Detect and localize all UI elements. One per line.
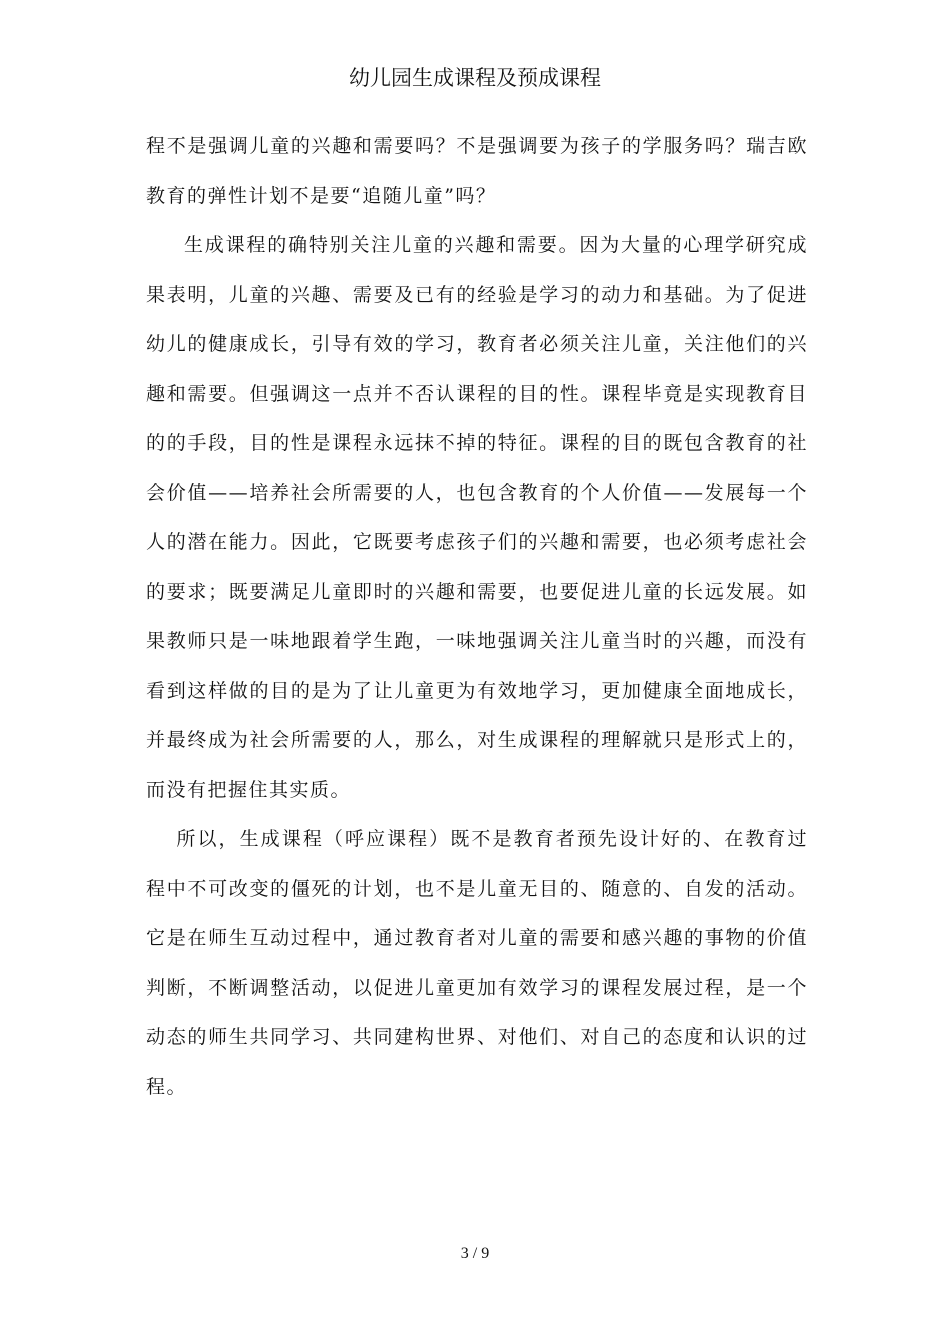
paragraph-generative-curriculum: 生成课程的确特别关注儿童的兴趣和需要。因为大量的心理学研究成果表明，儿童的兴趣、需要及已有的经验是学习的动力和基础。为了促进幼儿的健康成长，引导有效的学习，教育者必须关注儿童，关注他们的兴趣和需要。但强调这一点并不否认课程的目的性。课程毕竟是实现教育目的的手段，目的性是课程永远抹不掉的特征。课程的目的既包含教育的社会价值——培养社会所需要的人，也包含教育的个人价值——发展每一个人的潜在能力。因此，它既要考虑孩子们的兴趣和需要，也必须考虑社会的要求；既要满足儿童即时的兴趣和需要，也要促进儿童的长远发展。如果教师只是一味地跟着学生跑，一味地强调关注儿童当时的兴趣，而没有看到这样做的目的是为了让儿童更为有效地学习，更加健康全面地成长，并最终成为社会所需要的人，那么，对生成课程的理解就只是形式上的，而没有把握住其实质。 (146, 234, 808, 801)
document-body (146, 122, 808, 1112)
page-header-title: 幼儿园生成课程及预成课程 (349, 66, 601, 90)
paragraph-conclusion: 所以，生成课程（呼应课程）既不是教育者预先设计好的、在教育过程中不可改变的僵死的计划，也不是儿童无目的、随意的、自发的活动。它是在师生互动过程中，通过教育者对儿童的需要和感兴趣的事物的价值判断，不断调整活动，以促进儿童更加有效学习的课程发展过程，是一个动态的师生共同学习、共同建构世界、对他们、对自己的态度和认识的过程。 (146, 828, 808, 1098)
paragraph-continuation: 程不是强调儿童的兴趣和需要吗？不是强调要为孩子的学服务吗？瑞吉欧教育的弹性计划不是要“追随儿童”吗？ (146, 135, 808, 207)
page-number: 3 / 9 (460, 1245, 490, 1262)
